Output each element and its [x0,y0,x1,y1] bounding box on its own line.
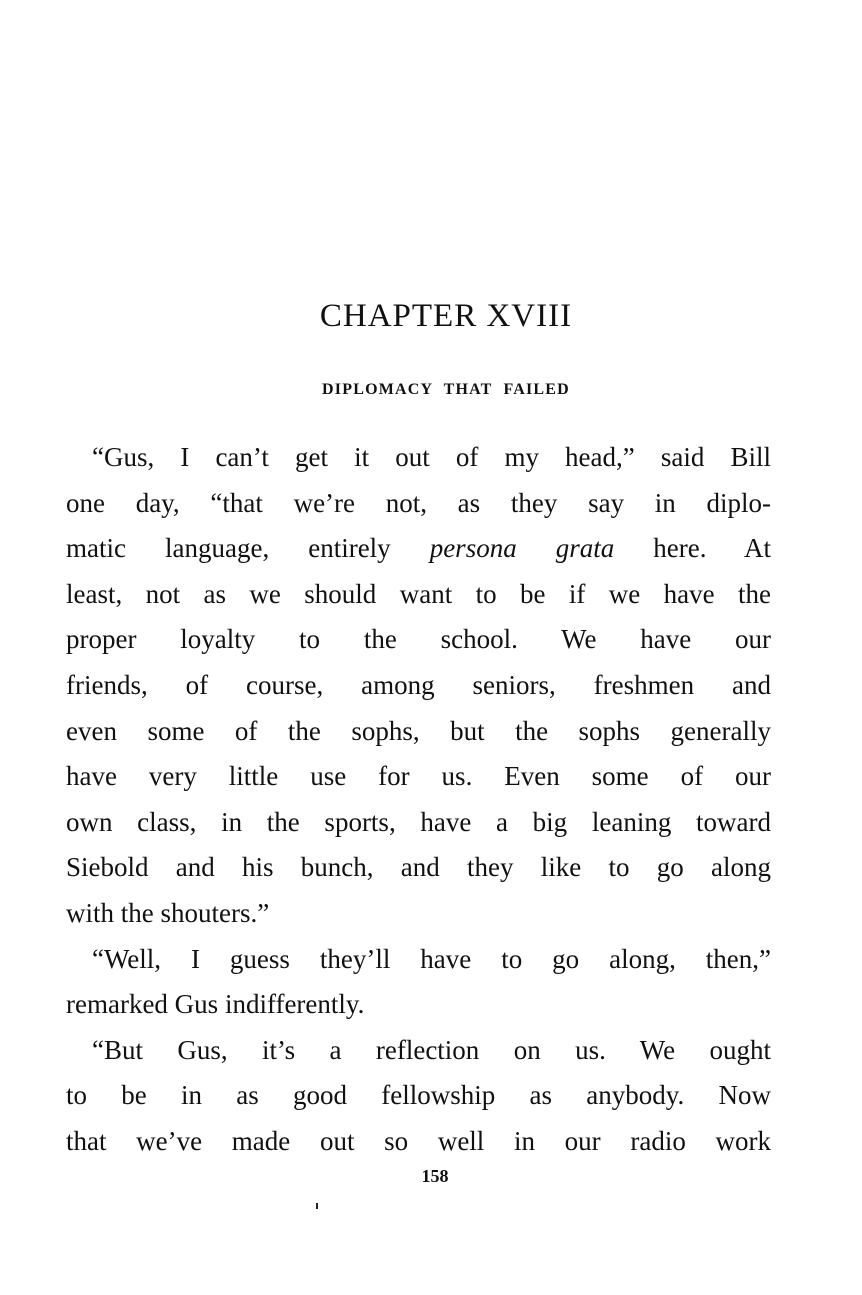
text-line [66,526,771,572]
text-line: proper loyalty to the school. We have our [66,624,771,655]
chapter-title: CHAPTER XVIII [319,298,573,334]
text-line: have very little use for us. Even some of our [66,761,771,792]
text-line: to be in as good fellowship as anybody. Now [66,1080,771,1111]
text-line-start: matic language, entirely [66,533,430,564]
text-line: with the shouters.” [66,897,270,928]
text-line-end: here. At [614,533,771,564]
text-line: Siebold and his bunch, and they like to go along [66,852,771,883]
text-line: “But Gus, it’s a reflection on us. We ought [92,1034,771,1065]
page-number: 158 [421,1166,449,1186]
text-line: least, not as we should want to be if we have the [66,578,771,609]
text-line: own class, in the sports, have a big leaning toward [66,806,771,837]
text-line: one day, “that we’re not, as they say in diplo- [66,487,771,518]
body-text [66,435,771,1165]
text-line: “Gus, I can’t get it out of my head,” said Bill [92,442,771,472]
text-line: that we’ve made out so well in our radio work [66,1125,771,1156]
text-line: remarked Gus indifferently. [66,989,365,1020]
print-speck [316,1203,318,1209]
text-line: friends, of course, among seniors, freshmen and [66,669,771,700]
text-line: even some of the sophs, but the sophs generally [66,715,771,746]
chapter-subtitle: DIPLOMACY THAT FAILED [322,381,570,398]
italic-phrase: persona grata [429,533,615,564]
text-line: “Well, I guess they’ll have to go along, then,” [92,943,771,974]
